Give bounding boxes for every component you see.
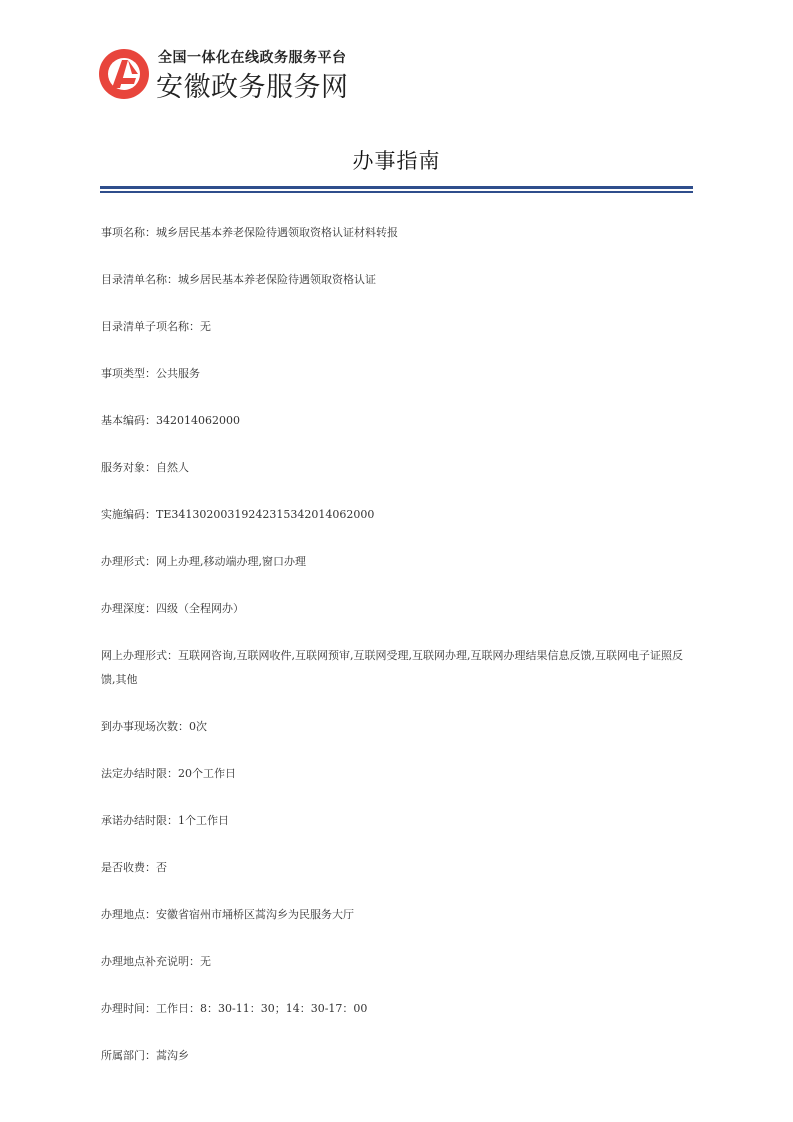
field-value: 工作日：8：30-11：30；14：30-17：00 xyxy=(156,1002,368,1015)
field-value: 互联网咨询,互联网收件,互联网预审,互联网受理,互联网办理,互联网办理结果信息反馈,互联网电子证照反馈,其他 xyxy=(101,649,683,686)
field-label: 承诺办结时限： xyxy=(101,814,178,827)
field-label: 法定办结时限： xyxy=(101,767,178,780)
field-online-handling-form xyxy=(101,644,691,692)
field-catalog-name xyxy=(101,268,691,292)
field-label: 办理地点补充说明： xyxy=(101,955,200,968)
field-label: 事项类型： xyxy=(101,367,156,380)
field-label: 办理地点： xyxy=(101,908,156,921)
platform-subtitle: 全国一体化在线政务服务平台 xyxy=(158,50,347,66)
field-label: 所属部门： xyxy=(101,1049,156,1062)
field-label: 是否收费： xyxy=(101,861,156,874)
field-label: 目录清单名称： xyxy=(101,273,178,286)
field-label: 事项名称： xyxy=(101,226,156,239)
field-catalog-subitem xyxy=(101,315,691,339)
field-value: 1个工作日 xyxy=(178,814,229,827)
field-label: 服务对象： xyxy=(101,461,156,474)
field-service-target xyxy=(101,456,691,480)
field-promised-time-limit xyxy=(101,809,691,833)
field-value: 无 xyxy=(200,320,211,333)
field-department xyxy=(101,1044,691,1068)
field-label: 基本编码： xyxy=(101,414,156,427)
field-value: 无 xyxy=(200,955,211,968)
field-label: 目录清单子项名称： xyxy=(101,320,200,333)
field-site-visits xyxy=(101,715,691,739)
field-hours xyxy=(101,997,691,1021)
field-value: 342014062000 xyxy=(156,414,240,427)
field-legal-time-limit xyxy=(101,762,691,786)
divider-line-top xyxy=(100,186,693,189)
field-label: 实施编码： xyxy=(101,508,156,521)
field-value: 公共服务 xyxy=(156,367,200,380)
field-handling-form xyxy=(101,550,691,574)
field-item-name xyxy=(101,221,691,245)
field-value: 20个工作日 xyxy=(178,767,236,780)
field-label: 办理形式： xyxy=(101,555,156,568)
field-fee xyxy=(101,856,691,880)
field-label: 办理时间： xyxy=(101,1002,156,1015)
field-label: 网上办理形式： xyxy=(101,649,178,662)
page-title: 办事指南 xyxy=(352,149,441,173)
divider-line-bottom xyxy=(100,191,693,193)
title-divider xyxy=(100,186,693,195)
field-handling-depth xyxy=(101,597,691,621)
field-label: 到办事现场次数： xyxy=(101,720,189,733)
field-location-note xyxy=(101,950,691,974)
field-label: 办理深度： xyxy=(101,602,156,615)
field-value: 自然人 xyxy=(156,461,189,474)
platform-title: 安徽政务服务网 xyxy=(156,72,349,103)
field-value: 四级（全程网办） xyxy=(156,602,244,615)
field-value: TE341302003192423153420140620​00 xyxy=(156,508,375,521)
field-value: 城乡居民基本养老保险待遇领取资格认证 xyxy=(178,273,376,286)
field-value: 否 xyxy=(156,861,167,874)
anhui-logo-icon xyxy=(98,48,150,100)
guide-field-list xyxy=(101,221,691,1091)
field-value: 0次 xyxy=(189,720,207,733)
field-value: 城乡居民基本养老保险待遇领取资格认证材料转报 xyxy=(156,226,398,239)
field-implementation-code xyxy=(101,503,691,527)
field-value: 蒿沟乡 xyxy=(156,1049,189,1062)
field-value: 网上办理,移动端办理,窗口办理 xyxy=(156,555,306,568)
field-item-type xyxy=(101,362,691,386)
field-location xyxy=(101,903,691,927)
platform-logo xyxy=(98,45,368,105)
field-value: 安徽省宿州市埇桥区蒿沟乡为民服务大厅 xyxy=(156,908,354,921)
field-basic-code xyxy=(101,409,691,433)
